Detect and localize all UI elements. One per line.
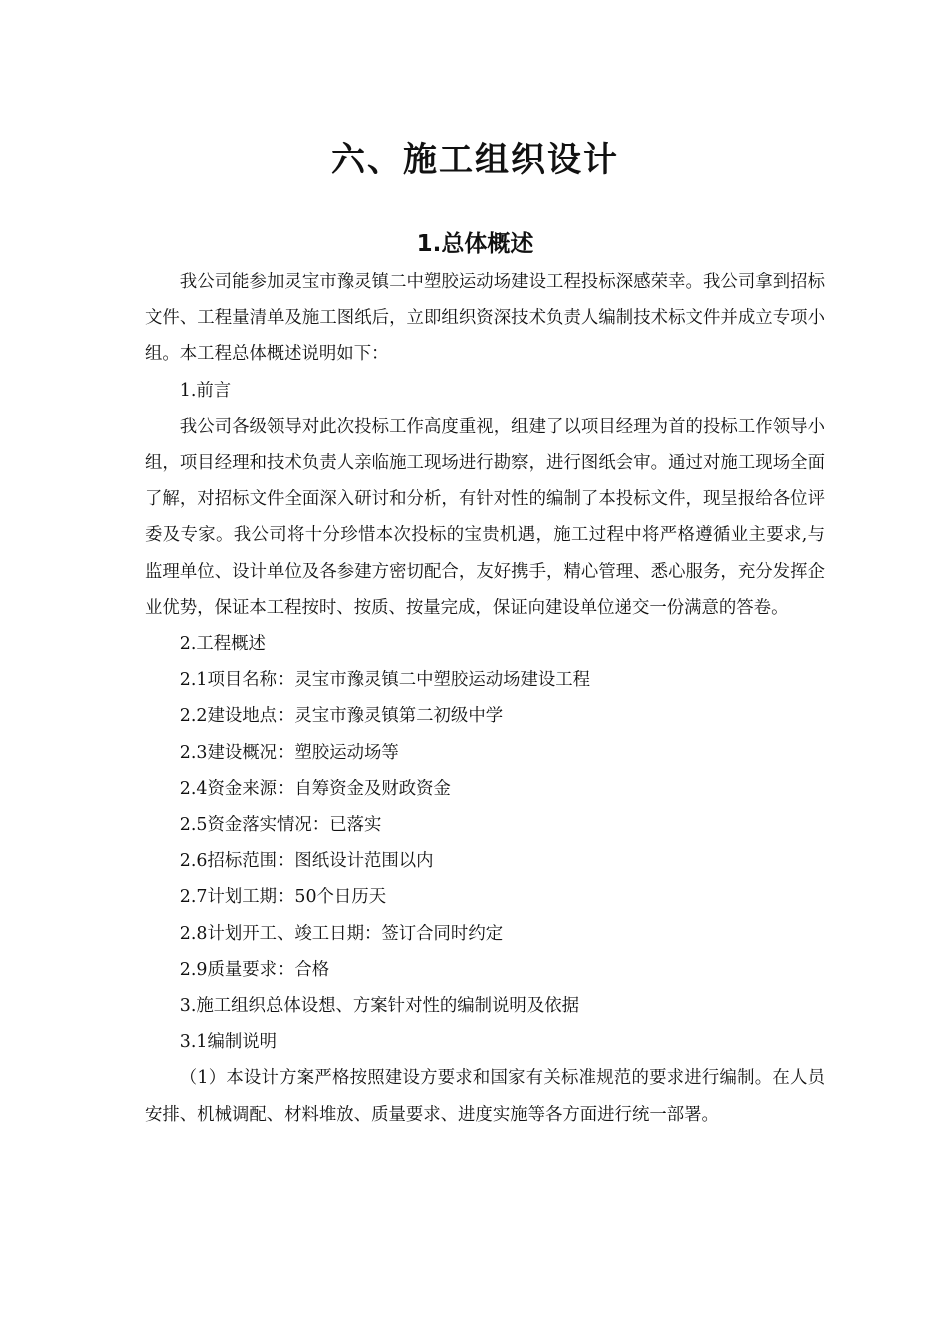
overview-item: 2.2建设地点：灵宝市豫灵镇第二初级中学: [179, 706, 504, 727]
overview-item: 2.4资金来源：自筹资金及财政资金: [179, 778, 451, 799]
chapter-title: 六、施工组织设计: [331, 140, 619, 180]
overview-item: 2.5资金落实情况：已落实: [179, 815, 382, 836]
overview-item: 2.6招标范围：图纸设计范围以内: [179, 851, 434, 872]
document-body: [145, 264, 825, 1133]
overview-item: 2.9质量要求：合格: [179, 959, 330, 980]
section3-1-paragraph: （1）本设计方案严格按照建设方要求和国家有关标准规范的要求进行编制。在人员安排、机械调配、材料堆放、质量要求、进度实施等各方面进行统一部署。: [145, 1068, 825, 1125]
overview-item: 2.8计划开工、竣工日期：签订合同时约定: [179, 923, 504, 944]
overview-item: 2.1项目名称：灵宝市豫灵镇二中塑胶运动场建设工程: [179, 670, 591, 691]
overview-item: 2.3建设概况：塑胶运动场等: [179, 742, 399, 763]
section3-1-heading: 3.1编制说明: [179, 1032, 278, 1053]
section3-heading: 3.施工组织总体设想、方案针对性的编制说明及依据: [179, 996, 579, 1017]
section-title: 1.总体概述: [416, 231, 534, 257]
intro-paragraph: 我公司能参加灵宝市豫灵镇二中塑胶运动场建设工程投标深感荣幸。我公司拿到招标文件、工程量清单及施工图纸后，立即组织资深技术负责人编制技术标文件并成立专项小组。本工程总体概述说明如下：: [145, 272, 825, 365]
overview-heading: 2.工程概述: [179, 634, 266, 655]
foreword-heading: 1.前言: [179, 380, 232, 401]
foreword-paragraph: 我公司各级领导对此次投标工作高度重视，组建了以项目经理为首的投标工作领导小组，项目经理和技术负责人亲临施工现场进行勘察，进行图纸会审。通过对施工现场全面了解，对招标文件全面深入研讨和分析，有针对性的编制了本投标文件，现呈报给各位评委及专家。我公司将十分珍惜本次投标的宝贵机遇，施工过程中将严格遵循业主要求,与监理单位、设计单位及各参建方密切配合，友好携手，精心管理、悉心服务，充分发挥企业优势，保证本工程按时、按质、按量完成，保证向建设单位递交一份满意的答卷。: [145, 416, 825, 618]
overview-item: 2.7计划工期：50个日历天: [179, 887, 387, 908]
